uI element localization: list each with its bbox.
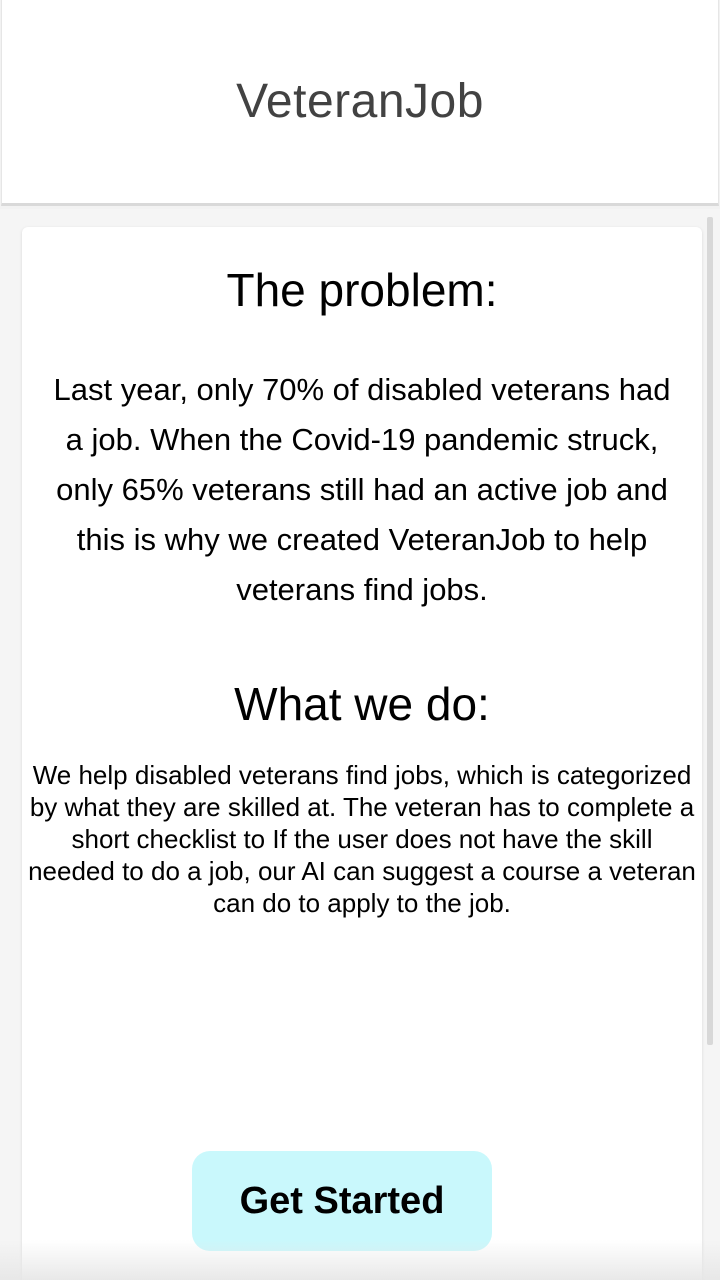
app-header bbox=[1, 0, 719, 206]
problem-text: Last year, only 70% of disabled veterans had a job. When the Covid-19 pandemic struck, only 65% veterans still had an active job and this is why we created VeteranJob to help veterans find jobs. bbox=[53, 372, 671, 607]
info-card bbox=[22, 227, 702, 1280]
scrollbar[interactable] bbox=[707, 217, 713, 1045]
what-we-do-text: We help disabled veterans find jobs, which is categorized by what they are skilled at. The veteran has to complete a short checklist to If the user does not have the skill needed to do a job, our AI can suggest a course a veteran can do to apply to the job. bbox=[28, 760, 696, 918]
scroll-content[interactable] bbox=[0, 209, 720, 1280]
problem-heading: The problem: bbox=[226, 264, 498, 316]
get-started-button[interactable]: Get Started bbox=[192, 1151, 492, 1251]
what-we-do-heading: What we do: bbox=[234, 678, 490, 730]
app-title: VeteranJob bbox=[236, 75, 484, 128]
